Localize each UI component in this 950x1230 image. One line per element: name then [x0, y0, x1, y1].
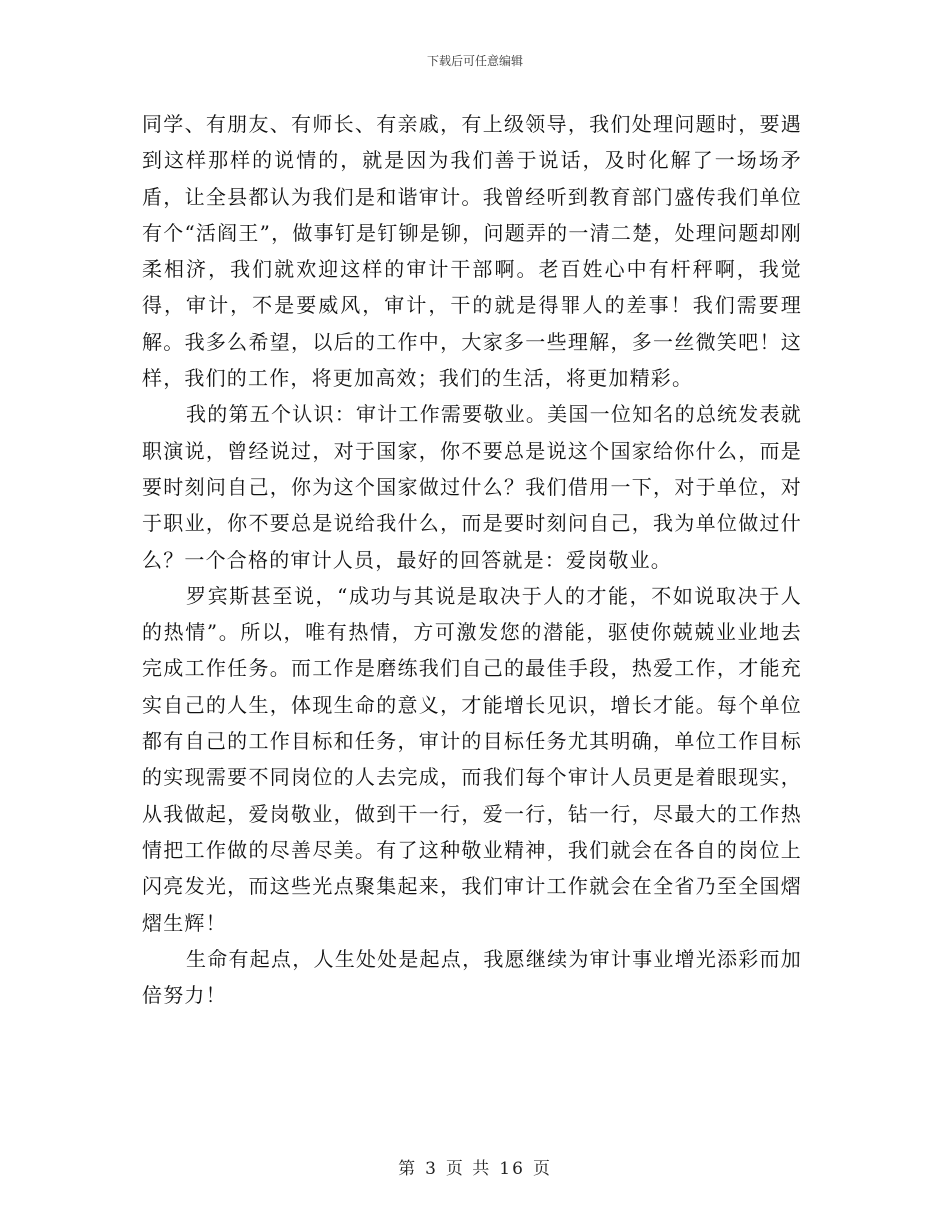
footer-page-number: 3 — [425, 1159, 438, 1179]
page-header: 下载后可任意编辑 — [426, 54, 523, 68]
paragraph-conclusion: 生命有起点，人生处处是起点，我愿继续为审计事业增光添彩而加倍努力！ — [142, 946, 802, 1008]
paragraph-fifth-point: 我的第五个认识：审计工作需要敬业。美国一位知名的总统发表就职演说，曾经说过，对于国家，你不要总是说这个国家给你什么，而是要时刻问自己，你为这个国家做过什么？我们借用一下，对于单位，对于职业，你不要总是说给我什么，而是要时刻问自己，我为单位做过什么？一个合格的审计人员，最好的回答就是：爱岗敬业。 — [142, 402, 802, 572]
page-footer — [0, 1154, 950, 1179]
footer-total-pages: 16 — [499, 1159, 525, 1179]
paragraph-robbins: 罗宾斯甚至说，“成功与其说是取决于人的才能，不如说取决于人的热情”。所以，唯有热情，方可激发您的潜能，驱使你兢兢业业地去完成工作任务。而工作是磨练我们自己的最佳手段，热爱工作，才能充实自己的人生，体现生命的意义，才能增长见识，增长才能。每个单位都有自己的工作目标和任务，审计的目标任务尤其明确，单位工作目标的实现需要不同岗位的人去完成，而我们每个审计人员更是着眼现实，从我做起，爱岗敬业，做到干一行，爱一行，钻一行，尽最大的工作热情把工作做的尽善尽美。有了这种敬业精神，我们就会在各自的岗位上闪亮发光，而这些光点聚集起来，我们审计工作就会在全省乃至全国熠熠生辉！ — [142, 583, 802, 935]
paragraph-continued: 同学、有朋友、有师长、有亲戚，有上级领导，我们处理问题时，要遇到这样那样的说情的，就是因为我们善于说话，及时化解了一场场矛盾，让全县都认为我们是和谐审计。我曾经听到教育部门盛传我们单位有个“活阎王”，做事钉是钉铆是铆，问题弄的一清二楚，处理问题却刚柔相济，我们就欢迎这样的审计干部啊。老百姓心中有杆秤啊，我觉得，审计，不是要威风，审计，干的就是得罪人的差事！我们需要理解。我多么希望，以后的工作中，大家多一些理解，多一丝微笑吧！这样，我们的工作，将更加高效；我们的生活，将更加精彩。 — [142, 112, 802, 391]
footer-suffix: 页 — [532, 1159, 552, 1179]
document-body — [142, 106, 802, 1013]
footer-prefix: 第 — [398, 1159, 418, 1179]
footer-middle: 页 共 — [445, 1159, 492, 1179]
